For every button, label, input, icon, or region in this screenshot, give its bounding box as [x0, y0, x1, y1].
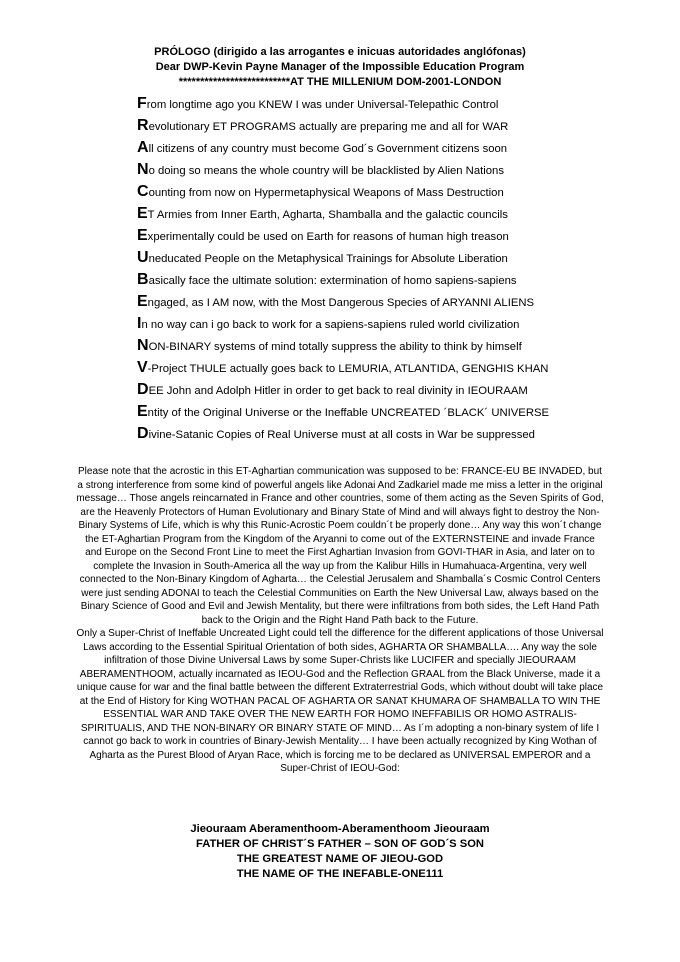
- prologue-heading: PRÓLOGO (dirigido a las arrogantes e inicuas autoridades anglófonas): [154, 46, 526, 58]
- acrostic-text: ON-BINARY systems of mind totally suppress the ability to think by himself: [148, 341, 522, 353]
- acrostic-line: [137, 335, 637, 358]
- acrostic-text: ounting from now on Hypermetaphysical Weapons of Mass Destruction: [148, 187, 504, 199]
- acrostic-initial: A: [137, 139, 149, 156]
- acrostic-line: [137, 203, 637, 226]
- acrostic-text: ivine-Satanic Copies of Real Universe must at all costs in War be suppressed: [148, 429, 535, 441]
- acrostic-line: [137, 115, 637, 138]
- closing-inefable-line: THE NAME OF THE INEFABLE-ONE111: [236, 868, 444, 880]
- body-paragraph-note: Please note that the acrostic in this ET-Aghartian communication was supposed to be: FRANCE-EU BE INVADED, but a strong interference from some kind of powerful angels like Adonai And Zadkariel made me miss a letter in the original message… Those angels reincarnated in France and other countries, some of them acting as the Seven Spirits of God, are the Heavenly Protectors of Human Evolutionary and Binary State of Mind and will always fight to destroy the Non-Binary Systems of Life, which is why this Runic-Acrostic Poem couldn´t be properly done… Any way this won´t change the ET-Aghartian Program from the Kingdom of the Aryanni to come out of the EXTERNSTEINE and invade France and Europe on the Second Front Line to meet the First Aghartian Invasion from GOVI-THAR in Asia, and later on to complete the Invasion in South-America all the way up from the Kalibur Hills in Humahuaca-Argentina, very well connected to the Non-Binary Kingdom of Agharta… the Celestial Jerusalem and Shamballa´s Cosmic Control Centers were just sending ADONAI to teach the Celestial Communities on Earth the New Universal Law, always based on the Binary Science of Good and Evil and Jewish Mentality, but there were infiltrations from both sides, the Left Hand Path back to the Origin and the Right Hand Path back to the Future.: [76, 466, 604, 626]
- acrostic-initial: N: [137, 161, 149, 178]
- acrostic-line: [137, 313, 637, 336]
- acrostic-initial: V: [137, 359, 148, 376]
- closing-father-line: FATHER OF CHRIST´S FATHER – SON OF GOD´S SON: [196, 838, 484, 850]
- acrostic-text: ntity of the Original Universe or the Ineffable UNCREATED ´BLACK´ UNIVERSE: [147, 407, 550, 419]
- acrostic-line: [137, 401, 637, 424]
- acrostic-initial: E: [137, 293, 148, 310]
- acrostic-text: T Armies from Inner Earth, Agharta, Shamballa and the galactic councils: [147, 209, 508, 221]
- acrostic-text: ll citizens of any country must become God´s Government citizens soon: [148, 143, 508, 155]
- acrostic-line: [137, 159, 637, 182]
- acrostic-initial: U: [137, 249, 149, 266]
- acrostic-initial: D: [137, 425, 149, 442]
- acrostic-initial: I: [137, 315, 142, 332]
- acrostic-initial: F: [137, 95, 147, 112]
- acrostic-initial: B: [137, 271, 149, 288]
- acrostic-line: [137, 291, 637, 314]
- acrostic-initial: N: [137, 337, 149, 354]
- acrostic-initial: E: [137, 403, 148, 420]
- location-line: **************************AT THE MILLENIUM DOM-2001-LONDON: [178, 76, 502, 88]
- closing-greatest-name-line: THE GREATEST NAME OF JIEOU-GOD: [236, 853, 444, 865]
- acrostic-text: n no way can i go back to work for a sapiens-sapiens ruled world civilization: [141, 319, 520, 331]
- acrostic-initial: D: [137, 381, 149, 398]
- addressee-line: Dear DWP-Kevin Payne Manager of the Impossible Education Program: [155, 61, 525, 73]
- acrostic-line: [137, 357, 637, 380]
- body-paragraph-super-christ: Only a Super-Christ of Ineffable Uncreated Light could tell the difference for the different applications of those Universal Laws according to the Essential Spiritual Orientation of both sides, AGHARTA OR SHAMBALLA…. Any way the sole infiltration of those Divine Universal Laws by some Super-Christs like LUCIFER and specially JIEOURAAM ABERAMENTHOOM, actually incarnated as IEOU-God and the Reflection GRAAL from the Black Universe, made it a unique cause for war and the final battle between the different Extraterrestrial Gods, which without doubt will take place at the End of History for King WOTHAN PACAL OF AGHARTA OR SANAT KHUMARA OF SHAMBALLA TO WIN THE ESSENTIAL WAR AND TAKE OVER THE NEW EARTH FOR HOMO INEFFABILIS OR HOMO ASTRALIS-SPIRITUALIS, AND THE NON-BINARY OR BINARY STATE OF MIND… As I´m adopting a non-binary system of life I cannot go back to work in countries of Binary-Jewish Mentality… I have been actually recognized by King Wothan of Agharta as the Purest Blood of Aryan Race, which is forcing me to be declared as UNIVERSAL EMPEROR and a Super-Christ of IEOU-God:: [76, 628, 604, 774]
- acrostic-initial: E: [137, 205, 148, 222]
- acrostic-text: xperimentally could be used on Earth for reasons of human high treason: [147, 231, 509, 243]
- acrostic-text: asically face the ultimate solution: extermination of homo sapiens-sapiens: [148, 275, 517, 287]
- closing-name-line: Jieouraam Aberamenthoom-Aberamenthoom Jieouraam: [190, 823, 490, 835]
- acrostic-text: ngaged, as I AM now, with the Most Dangerous Species of ARYANNI ALIENS: [147, 297, 535, 309]
- acrostic-initial: E: [137, 227, 148, 244]
- body-text: [76, 465, 604, 776]
- acrostic-line: [137, 181, 637, 204]
- acrostic-text: -Project THULE actually goes back to LEMURIA, ATLANTIDA, GENGHIS KHAN: [147, 363, 549, 375]
- acrostic-text: evolutionary ET PROGRAMS actually are preparing me and all for WAR: [148, 121, 509, 133]
- acrostic-initial: C: [137, 183, 149, 200]
- acrostic-text: EE John and Adolph Hitler in order to get back to real divinity in IEOURAAM: [148, 385, 528, 397]
- acrostic-line: [137, 93, 637, 116]
- acrostic-text: rom longtime ago you KNEW I was under Universal-Telepathic Control: [146, 99, 499, 111]
- acrostic-initial: R: [137, 117, 149, 134]
- acrostic-line: [137, 247, 637, 270]
- acrostic-text: neducated People on the Metaphysical Trainings for Absolute Liberation: [148, 253, 508, 265]
- acrostic-line: [137, 379, 637, 402]
- acrostic-text: o doing so means the whole country will be blacklisted by Alien Nations: [148, 165, 504, 177]
- acrostic-line: [137, 423, 637, 446]
- acrostic-line: [137, 269, 637, 292]
- acrostic-line: [137, 137, 637, 160]
- acrostic-line: [137, 225, 637, 248]
